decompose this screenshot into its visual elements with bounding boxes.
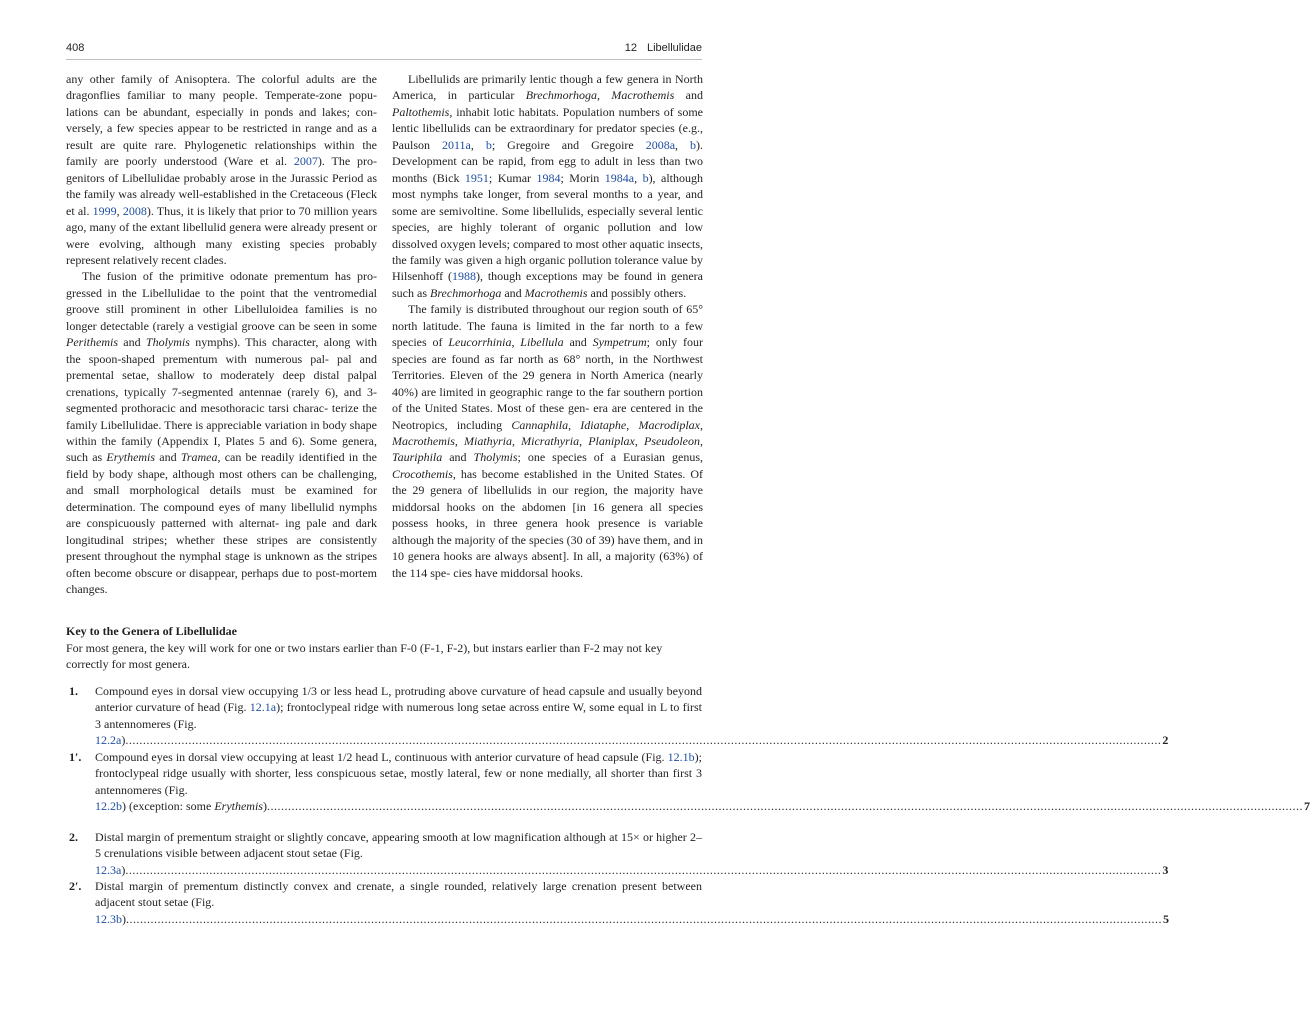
couplet-number: 2′. bbox=[69, 878, 82, 893]
couplet-number: 1. bbox=[69, 684, 78, 698]
leader-dots: ........................................................................................................................................................................................................................................................................................................ bbox=[126, 911, 1162, 926]
right-column bbox=[392, 71, 703, 581]
page-number: 408 bbox=[66, 42, 85, 54]
citation-link[interactable]: b bbox=[642, 170, 649, 185]
citation-link[interactable]: 2008 bbox=[122, 203, 147, 218]
couplet-number: 2. bbox=[69, 829, 78, 844]
key-couplet-2-prime: 2′. Distal margin of prementum distinctly convex and crenate, a single rounded, relatively large crenation present between adjacent stout setae (Fig. 12.3b) ........................................................................................................................................................................................................................................................................................................ 5 bbox=[69, 878, 1169, 926]
left-column bbox=[66, 71, 377, 598]
citation-link[interactable]: 1984 bbox=[536, 170, 561, 185]
key-couplet-2: 2. Distal margin of prementum straight or slightly concave, appearing smooth at low magnification although at 15× or higher 2–5 crenulations visible between adjacent stout setae (Fig. 12.3a) ........................................................................................................................................................................................................................................................................................................ 3 bbox=[69, 829, 1169, 877]
leader-dots: ........................................................................................................................................................................................................................................................................................................ bbox=[125, 862, 1162, 877]
citation-link[interactable]: 2007 bbox=[293, 154, 318, 169]
citation-link[interactable]: 1988 bbox=[451, 269, 476, 284]
citation-link[interactable]: 1999 bbox=[92, 203, 117, 218]
couplet-number: 1′. bbox=[69, 749, 82, 764]
goto-couplet[interactable]: 2 bbox=[1162, 733, 1169, 748]
paragraph: The family is distributed throughout our region south of 65° north latitude. The fauna is limited in the far north to a few species of Leucorrhinia, Libellula and Sympetrum; only four species are found as far north as 68° north, in the Northwest Territories. Eleven of the 29 genera in North America (nearly 40%) are limited in geographic range to the far southern portion of the United States. Most of these gen- era are centered in the Neotropics, including Cannaphila, Idiataphe, Macrodiplax, Macrothemis, Miathyria, Micrathyria, Planiplax, Pseudoleon, Tauriphila and Tholymis; one species of a Eurasian genus, Crocothemis, has become established in the United States. Of the 29 genera of libellulids in our region, the majority have middorsal hooks on the abdomen [in 16 genera all species possess hooks, in three genera hook presence is variable although the majority of the species (30 of 39) have them, and in 10 genera hooks are always absent]. In all, a majority (63%) of the 114 spe- cies have middorsal hooks. bbox=[392, 302, 704, 580]
goto-couplet[interactable]: 7 bbox=[1303, 799, 1310, 814]
key-couplet-1: 1. Compound eyes in dorsal view occupying 1/3 or less head L, protruding above curvature of head capsule and usually beyond anterior curvature of head (Fig. 12.1a); frontoclypeal ridge with numerous long setae across entire W, some equal in L to first 3 antennomeres (Fig. 12.2a) ........................................................................................................................................................................................................................................................................................................ 2 bbox=[69, 684, 1169, 748]
paragraph: The fusion of the primitive odonate prementum has pro- gressed in the Libellulidae to the point that the ventromedial groove still prominent in other Libelluloidea families is no longer detectable (rarely a vestigial groove can be seen in some Perithemis and Tholymis nymphs). This character, along with the spoon-shaped prementum with numerous pal- pal and premental setae, shallow to moderately deep distal palpal crenations, typically 7-segmented antennae (rarely 6), and 3-segmented prothoracic and mesothoracic tarsi charac- terize the family Libellulidae. There is appreciable variation in body shape within the family (Appendix I, Plates 5 and 6). Some genera, such as Erythemis and Tramea, can be readily identified in the field by body shape, although most others can be challenging, and small morphological details must be examined for determination. The compound eyes of many libellulid nymphs are conspicuously patterned with alternat- ing pale and dark longitudinal stripes; whether these stripes are consistently present throughout the nymphal stage is unknown as the stripes often become obscure or disappear, perhaps due to post-mortem changes. bbox=[66, 269, 378, 597]
citation-link[interactable]: 2011a bbox=[441, 137, 471, 152]
chapter-title: Libellulidae bbox=[646, 42, 702, 54]
citation-link[interactable]: 1951 bbox=[464, 170, 489, 185]
goto-couplet[interactable]: 5 bbox=[1163, 911, 1169, 926]
figure-link[interactable]: 12.3a bbox=[95, 862, 122, 877]
citation-link[interactable]: b bbox=[485, 137, 492, 152]
chapter-number: 12 bbox=[624, 42, 637, 54]
running-head bbox=[625, 42, 702, 54]
key-couplets bbox=[66, 683, 1310, 927]
header-rule bbox=[66, 59, 702, 60]
goto-couplet[interactable]: 3 bbox=[1162, 862, 1169, 877]
paragraph: any other family of Anisoptera. The colorful adults are the dragonflies familiar to many people. Temperate-zone popu- lations can be abundant, especially in ponds and lakes; con- versely, a few species appear to be restricted in range and as a result are quite rare. Phylogenetic relationships within the family are poorly understood (Ware et al. 2007). The pro- genitors of Libellulidae probably arose in the Jurassic Period as the family was already well-established in the Cretaceous (Fleck et al. 1999, 2008). Thus, it is likely that prior to 70 million years ago, many of the extant libellulid genera were already present or were evolving, although many existing species probably represent relatively recent clades. bbox=[66, 72, 378, 267]
key-intro: For most genera, the key will work for one or two instars earlier than F-0 (F-1, F-2), but instars earlier than F-2 may not key correctly for most genera. bbox=[66, 641, 663, 672]
citation-link[interactable]: 2008a bbox=[645, 137, 676, 152]
figure-link[interactable]: 12.2a bbox=[95, 733, 122, 748]
figure-link[interactable]: 12.2b bbox=[95, 799, 122, 814]
figure-link[interactable]: 12.1b bbox=[667, 749, 695, 764]
figure-link[interactable]: 12.1a bbox=[249, 700, 277, 715]
key-couplet-1-prime: 1′. Compound eyes in dorsal view occupying at least 1/2 head L, continuous with anterior curvature of head capsule (Fig. 12.1b); frontoclypeal ridge usually with shorter, less conspicuous setae, mostly lateral, few or none medially, all shorter than first 3 antennomeres (Fig. 12.2b) (exception: some Erythemis) ........................................................................................................................................................................................................................................................................................................ 7 bbox=[69, 749, 1310, 814]
figure-link[interactable]: 12.3b bbox=[95, 911, 122, 926]
leader-dots: ........................................................................................................................................................................................................................................................................................................ bbox=[266, 799, 1303, 814]
key-title: Key to the Genera of Libellulidae bbox=[66, 624, 237, 638]
paragraph: Libellulids are primarily lentic though a few genera in North America, in particular Brechmorhoga, Macrothemis and Paltothemis, inhabit lotic habitats. Population numbers of some lentic libellulids can be extraordinary for predator species (e.g., Paulson 2011a, b; Gregoire and Gregoire 2008a, b). Development can be rapid, from egg to adult in less than two months (Bick 1951; Kumar 1984; Morin 1984a, b), although most nymphs take longer, from several months to a year, and some are semivoltine. Some libellulids, especially several lentic species, are highly tolerant of organic pollution and low dissolved oxygen levels; compared to most other aquatic insects, the family was given a high organic pollution tolerance value by Hilsenhoff (1988), though exceptions may be found in genera such as Brechmorhoga and Macrothemis and possibly others. bbox=[392, 72, 704, 300]
citation-link[interactable]: 1984a bbox=[604, 170, 635, 185]
leader-dots: ........................................................................................................................................................................................................................................................................................................ bbox=[125, 733, 1162, 748]
citation-link[interactable]: b bbox=[690, 137, 697, 152]
